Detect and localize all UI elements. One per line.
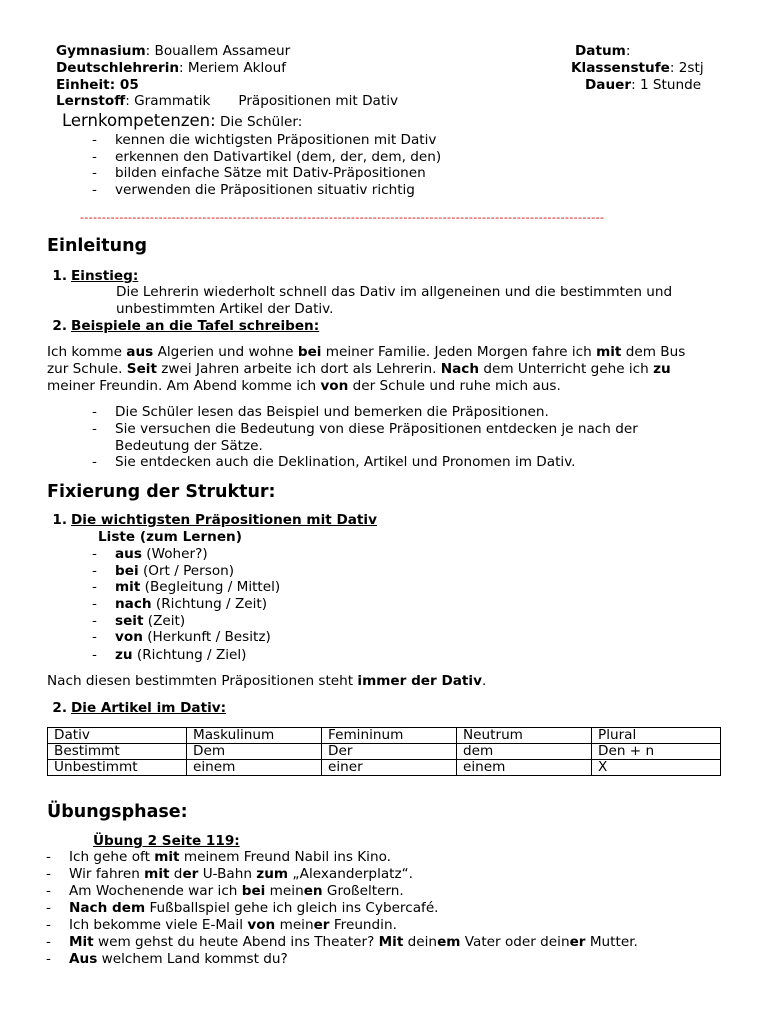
- header-gymnasium: Gymnasium: Bouallem Assameur: [56, 43, 291, 59]
- table-cell: X: [592, 760, 721, 776]
- fix-step-2: 2. Die Artikel im Dativ:: [52, 700, 227, 716]
- article-table: [47, 727, 721, 776]
- preposition-item: - zu (Richtung / Ziel): [92, 647, 247, 663]
- einleitung-bullet: - Sie versuchen die Bedeutung von diese Präpositionen entdecken je nach der: [92, 421, 638, 437]
- exercise-sentence: - Ich gehe oft mit meinem Freund Nabil ins Kino.: [46, 849, 391, 865]
- einleitung-bullet: - Die Schüler lesen das Beispiel und bemerken die Präpositionen.: [92, 404, 549, 420]
- competence-item: - erkennen den Dativartikel (dem, der, dem, den): [92, 149, 442, 165]
- preposition-item: - mit (Begleitung / Mittel): [92, 579, 281, 595]
- exercise-sentence: - Ich bekomme viele E-Mail von meiner Freundin.: [46, 917, 397, 933]
- table-cell: Maskulinum: [187, 728, 322, 744]
- competence-item: - bilden einfache Sätze mit Dativ-Präpositionen: [92, 165, 426, 181]
- einstieg-text: unbestimmten Artikel der Dativ.: [116, 301, 334, 317]
- example-paragraph-line: Ich komme aus Algerien und wohne bei meiner Familie. Jeden Morgen fahre ich mit dem Bus: [47, 344, 686, 360]
- table-row: [48, 744, 721, 760]
- table-row: [48, 760, 721, 776]
- exercise-sentence: - Nach dem Fußballspiel gehe ich gleich ins Cybercafé.: [46, 900, 439, 916]
- einleitung-bullet: - Sie entdecken auch die Deklination, Artikel und Pronomen im Dativ.: [92, 454, 576, 470]
- table-cell: einem: [187, 760, 322, 776]
- section-einleitung: Einleitung: [47, 236, 148, 256]
- table-cell: Bestimmt: [48, 744, 187, 760]
- einleitung-bullet-cont: Bedeutung der Sätze.: [115, 438, 263, 454]
- table-cell: Den + n: [592, 744, 721, 760]
- exercise-sentence: - Wir fahren mit der U-Bahn zum „Alexanderplatz“.: [46, 866, 413, 882]
- header-lernstoff: Lernstoff: Grammatik Präpositionen mit Dativ: [56, 93, 399, 109]
- table-cell: Der: [322, 744, 457, 760]
- preposition-item: - von (Herkunft / Besitz): [92, 629, 271, 645]
- exercise-sentence: - Mit wem gehst du heute Abend ins Theater? Mit deinem Vater oder deiner Mutter.: [46, 934, 638, 950]
- table-cell: einem: [457, 760, 592, 776]
- exercise-sentence: - Am Wochenende war ich bei meinen Großeltern.: [46, 883, 404, 899]
- table-cell: Neutrum: [457, 728, 592, 744]
- competence-item: - verwenden die Präpositionen situativ richtig: [92, 182, 415, 198]
- example-paragraph-line: zur Schule. Seit zwei Jahren arbeite ich dort als Lehrerin. Nach dem Unterricht gehe ich zu: [47, 361, 671, 377]
- preposition-item: - seit (Zeit): [92, 613, 186, 629]
- table-cell: Dem: [187, 744, 322, 760]
- dativ-rule: Nach diesen bestimmten Präpositionen steht immer der Dativ.: [47, 673, 487, 689]
- competence-item: - kennen die wichtigsten Präpositionen mit Dativ: [92, 132, 437, 148]
- preposition-item: - bei (Ort / Person): [92, 563, 235, 579]
- fix-step-1: 1. Die wichtigsten Präpositionen mit Dativ: [52, 512, 377, 528]
- table-cell: dem: [457, 744, 592, 760]
- header-date: Datum:: [575, 43, 631, 59]
- header-teacher: Deutschlehrerin: Meriem Aklouf: [56, 60, 286, 76]
- table-cell: Dativ: [48, 728, 187, 744]
- step-beispiele: 2. Beispiele an die Tafel schreiben:: [52, 318, 320, 334]
- fix-list-title: Liste (zum Lernen): [98, 529, 242, 545]
- competences-heading: Lernkompetenzen: Die Schüler:: [62, 111, 303, 130]
- section-fixierung: Fixierung der Struktur:: [47, 482, 276, 502]
- section-uebung: Übungsphase:: [47, 802, 188, 822]
- exercise-sentence: - Aus welchem Land kommst du?: [46, 951, 288, 967]
- red-separator: ------------------------------------------------------------------------------------------------------------------------: [80, 211, 605, 224]
- preposition-item: - aus (Woher?): [92, 546, 208, 562]
- table-cell: Unbestimmt: [48, 760, 187, 776]
- header-class: Klassenstufe: 2stj: [571, 60, 704, 76]
- table-row: [48, 728, 721, 744]
- preposition-item: - nach (Richtung / Zeit): [92, 596, 268, 612]
- einstieg-text: Die Lehrerin wiederholt schnell das Dativ im allgeneinen und die bestimmten und: [116, 284, 673, 300]
- table-cell: einer: [322, 760, 457, 776]
- table-cell: Femininum: [322, 728, 457, 744]
- header-duration: Dauer: 1 Stunde: [585, 77, 702, 93]
- step-einstieg: 1. Einstieg:: [52, 268, 139, 284]
- example-paragraph-line: meiner Freundin. Am Abend komme ich von der Schule und ruhe mich aus.: [47, 378, 561, 394]
- header-unit: Einheit: 05: [56, 77, 139, 93]
- table-cell: Plural: [592, 728, 721, 744]
- exercise-title: Übung 2 Seite 119:: [93, 833, 240, 849]
